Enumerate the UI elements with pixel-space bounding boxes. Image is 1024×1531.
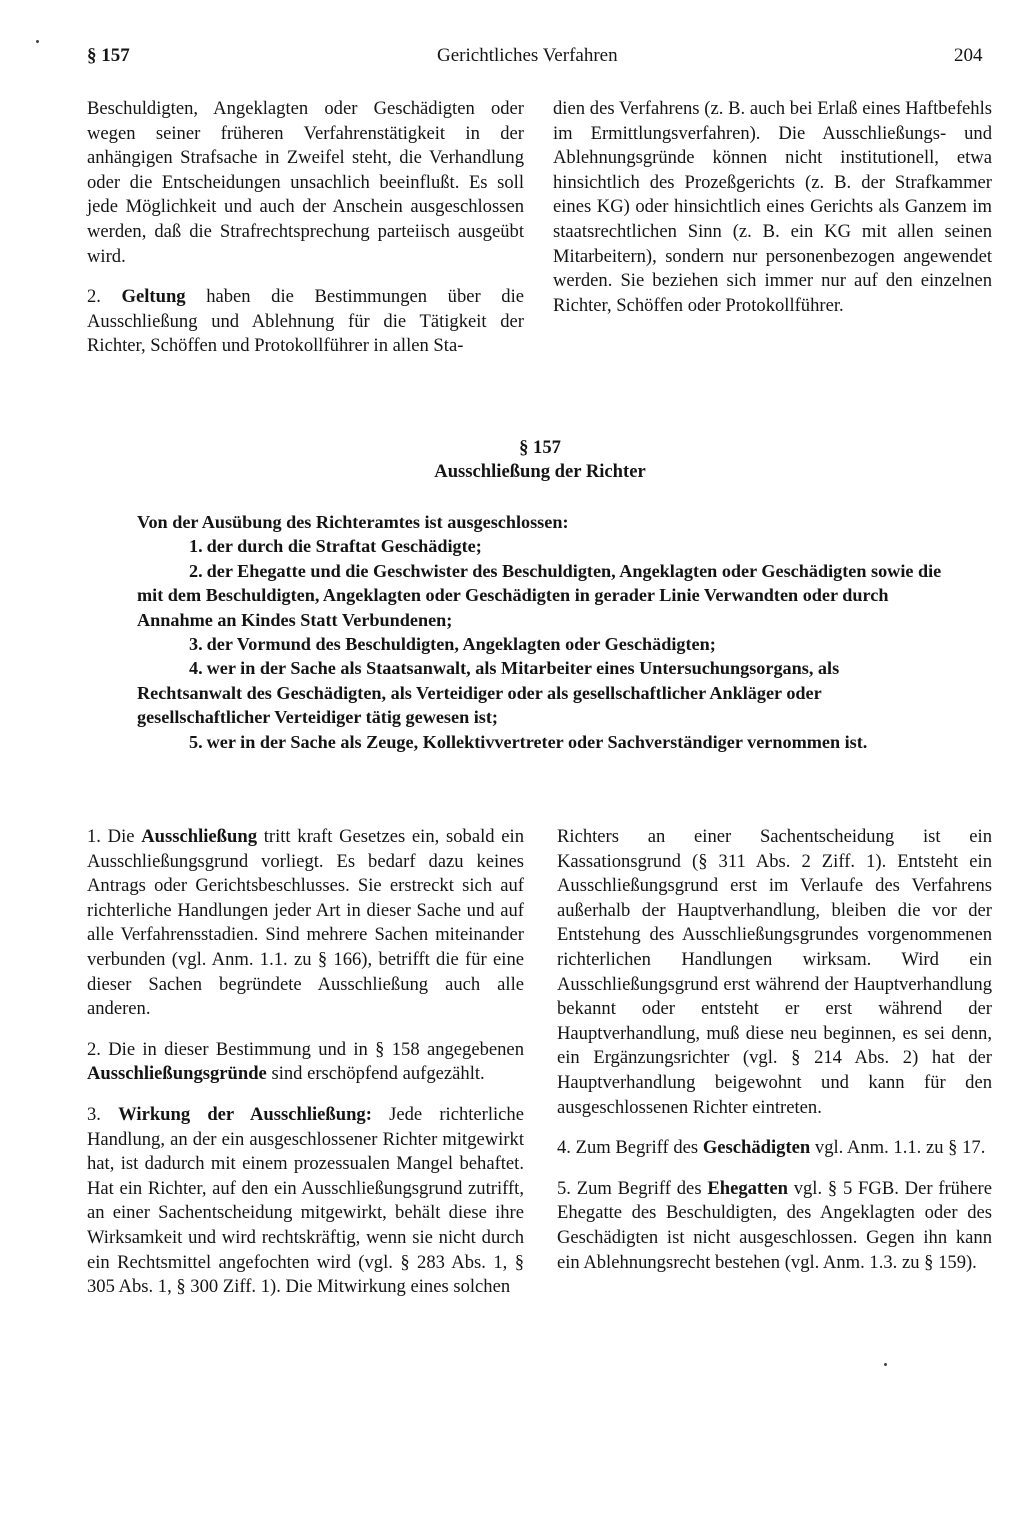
statute-intro: Von der Ausübung des Richteramtes ist ausgeschlossen: — [137, 512, 569, 532]
keyword: Ehegatten — [707, 1177, 788, 1199]
running-head-title: Gerichtliches Verfahren — [437, 45, 618, 66]
paragraph-text: 2. Die in dieser Bestimmung und in § 158 angegebenen — [87, 1038, 524, 1060]
statute-item — [137, 632, 947, 656]
item-number: 2. — [189, 560, 203, 581]
statute-list — [137, 534, 947, 754]
keyword: Ausschließungsgründe — [87, 1063, 267, 1085]
statute-item — [137, 656, 947, 729]
scan-speck — [36, 40, 39, 43]
keyword: Ausschließung — [141, 826, 257, 847]
paragraph-text: tritt kraft Gesetzes ein, sobald ein Ausschließungsgrund vorliegt. Es bedarf dazu keines Antrags oder Gerichtsbeschlusses. Sie erstreckt sich auf richterliche Handlungen jeder Art in dieser Sache und auf alle Verfahrensstadien. Sind mehrere Sachen miteinander verbunden (vgl. Anm. 1.1. zu § 166), betrifft die für eine dieser Sachen begründete Ausschließung auch alle anderen. — [87, 826, 524, 1020]
commentary-column-top-left — [87, 97, 524, 375]
keyword: Wirkung der Ausschließung: — [118, 1103, 372, 1125]
section-number: § 157 — [519, 437, 561, 458]
paragraph — [87, 285, 524, 359]
item-text: der Vormund des Beschuldigten, Angeklagten oder Geschädigten; — [206, 634, 716, 655]
item-number: 1. — [189, 536, 203, 557]
running-head-section: § 157 — [87, 45, 130, 66]
paragraph-text: haben die Bestimmungen über die Ausschließung und Ablehnung für die Tätigkeit der Richter, Schöffen und Protokollführer in allen Sta- — [87, 286, 524, 357]
paragraph-number: 2. — [87, 286, 101, 308]
item-text: der durch die Straftat Geschädigte; — [206, 536, 482, 557]
paragraph-text: 5. Zum Begriff des — [557, 1177, 702, 1199]
paragraph — [87, 1038, 524, 1087]
statute-item — [137, 534, 947, 558]
statute-item — [137, 730, 947, 754]
keyword: Geschädigten — [702, 1137, 811, 1159]
statute-item — [137, 559, 947, 632]
paragraph-text: 4. Zum Begriff des — [557, 1137, 699, 1159]
paragraph — [557, 1136, 992, 1161]
paragraph: Beschuldigten, Angeklagten oder Geschädigten oder wegen seiner früheren Verfahrenstätigkeit in der anhängigen Strafsache in Zweifel steht, die Verhandlung oder die Entscheidungen unsachlich beeinflußt. Es soll jede Möglichkeit und auch der Anschein ausgeschlossen werden, daß die Strafrechtsprechung parteiisch ausgeübt wird. — [87, 98, 524, 267]
paragraph: Richters an einer Sachentscheidung ist ein Kassationsgrund (§ 311 Abs. 2 Ziff. 1). Entsteht ein Ausschließungsgrund erst im Verlaufe des Verfahrens außerhalb der Hauptverhandlung, bleiben die vor der Entstehung des Ausschließungsgrundes vorgenommenen richterlichen Handlungen wirksam. Wird ein Ausschließungsgrund erst während der Hauptverhandlung bekannt oder entsteht er erst während der Hauptverhandlung, muß diese neu beginnen, es sei denn, ein Ergänzungsrichter (vgl. § 214 Abs. 2) hat der Hauptverhandlung beigewohnt und kann für den ausgeschlossenen Richter eintreten. — [557, 826, 992, 1118]
paragraph-text: sind erschöpfend aufgezählt. — [271, 1063, 485, 1085]
commentary-column-bottom-right — [557, 825, 992, 1291]
item-number: 3. — [189, 634, 203, 655]
section-title: Ausschließung der Richter — [434, 461, 646, 482]
paragraph — [557, 1177, 992, 1275]
paragraph — [87, 825, 524, 1022]
paragraph-text: vgl. § 5 FGB. Der frühere Ehegatte des Beschuldigten, des Angeklagten oder des Geschädigten ist nicht ausgeschlossen. Gegen ihn kann ein Ablehnungsrecht bestehen (vgl. Anm. 1.3. zu § 159). — [557, 1177, 992, 1273]
statute-text — [137, 510, 947, 754]
paragraph: dien des Verfahrens (z. B. auch bei Erlaß eines Haftbefehls im Ermittlungsverfahren). Die Ausschließungs- und Ablehnungsgründe können nicht institutionell, etwa hinsichtlich des Prozeßgerichts (z. B. der Strafkammer eines KG) oder hinsichtlich eines Gerichts als Ganzem im staatsrechtlichen Sinn (z. B. ein KG mit allen seinen Mitarbeitern), sondern nur personenbezogen angewendet werden. Sie beziehen sich immer nur auf den einzelnen Richter, Schöffen oder Protokollführer. — [553, 98, 992, 316]
item-text: der Ehegatte und die Geschwister des Beschuldigten, Angeklagten oder Geschädigten sowie die mit dem Beschuldigten, Angeklagten oder Geschädigten in gerader Linie Verwandten oder durch Annahme an Kindes Statt Verbundenen; — [137, 560, 942, 630]
paragraph-text: Jede richterliche Handlung, an der ein ausgeschlossener Richter mitgewirkt hat, ist dadurch mit einem prozessualen Mangel behaftet. Hat ein Richter, auf den ein Ausschließungsgrund zutrifft, an einer Sachentscheidung mitgewirkt, behält diese ihre Wirksamkeit und wird rechtskräftig, wenn sie nicht durch ein Rechtsmittel angefochten wird (vgl. § 283 Abs. 1, § 305 Abs. 1, § 300 Ziff. 1). Die Mitwirkung eines solchen — [87, 1103, 524, 1298]
paragraph-text: 3. — [87, 1103, 101, 1125]
item-number: 5. — [189, 731, 203, 752]
commentary-column-bottom-left — [87, 825, 524, 1316]
item-text: wer in der Sache als Staatsanwalt, als Mitarbeiter eines Untersuchungsorgans, als Rechtsanwalt des Geschädigten, als Verteidiger oder als gesellschaftlicher Ankläger oder gesellschaftlicher Verteidiger tätig gewesen ist; — [137, 658, 840, 728]
keyword: Geltung — [121, 286, 186, 308]
item-number: 4. — [189, 658, 203, 679]
page-number: 204 — [954, 45, 983, 66]
commentary-column-top-right — [553, 97, 992, 334]
paragraph-text: vgl. Anm. 1.1. zu § 17. — [814, 1137, 986, 1159]
paragraph — [87, 1103, 524, 1300]
scan-speck — [884, 1363, 887, 1366]
item-text: wer in der Sache als Zeuge, Kollektivvertreter oder Sachverständiger vernommen ist. — [206, 731, 868, 752]
paragraph-text: 1. Die — [87, 826, 135, 847]
